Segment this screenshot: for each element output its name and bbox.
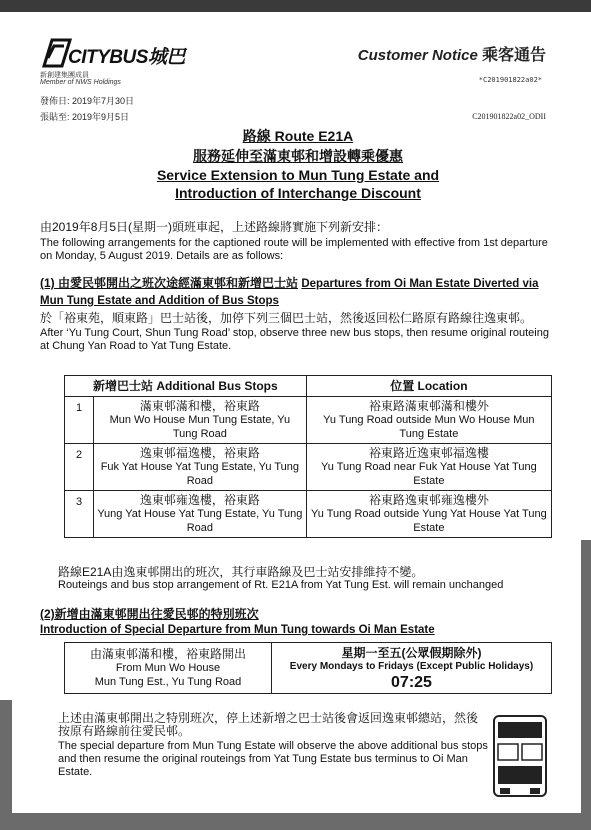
location-cell [306, 491, 551, 538]
intro-zh: 由2019年8月5日(星期一)頭班車起，上述路線將實施下列新安排： [40, 220, 389, 234]
section2-heading-zh: (2)新增由滿東邨開出往愛民邨的特別班次 [40, 607, 259, 621]
scan-border-left [0, 700, 12, 830]
section2-body [58, 712, 488, 779]
departure-origin-cell [65, 643, 272, 694]
days-en: Every Mondays to Fridays (Except Public Holidays) [289, 661, 534, 672]
origin-en-line1: From Mun Wo House [115, 662, 221, 674]
citybus-logo-icon [38, 36, 188, 72]
title-en-line2: Introduction of Interchange Discount [175, 185, 421, 201]
departure-time-cell [272, 643, 552, 694]
location-cell [306, 444, 551, 491]
scan-border-right [581, 540, 591, 830]
location-en: Yu Tung Road near Fuk Yat House Yat Tung Estate [321, 461, 537, 487]
stop-en: Yung Yat House Yat Tung Estate, Yu Tung Road [97, 508, 303, 534]
section1-heading-en: Departures from Oi Man Estate Diverted via Mun Tung Estate and Addition of Bus Stops [40, 278, 539, 307]
route-title: 路線 Route E21A [242, 128, 354, 144]
section2-heading [40, 606, 564, 638]
row-number: 2 [65, 444, 94, 491]
notice-heading [358, 42, 546, 65]
stop-cell [94, 397, 307, 444]
days-zh: 星期一至五(公眾假期除外) [341, 646, 482, 660]
row-number: 1 [65, 397, 94, 444]
table-row [65, 643, 552, 694]
departure-time: 07:25 [391, 674, 432, 691]
section1-body [40, 312, 560, 353]
section1-footer-en: Routeings and bus stop arrangement of Rt. E21A from Yat Tung Est. will remain unchanged [58, 579, 504, 591]
section1-body-en: After ‘Yu Tung Court, Shun Tung Road’ stop, observe three new bus stops, then resume original routeing at Chung Yan Road to Yat Tung Estate. [40, 327, 549, 352]
notice-zh: 乘客通告 [481, 47, 546, 64]
intro-text [40, 221, 560, 263]
stop-cell [94, 491, 307, 538]
section1-footer-zh: 路線E21A由逸東邨開出的班次，其行車路線及巴士站安排維持不變。 [58, 565, 424, 579]
scan-border-bottom [0, 813, 591, 830]
table-row [65, 491, 552, 538]
section1-heading [40, 275, 564, 309]
section2-heading-en: Introduction of Special Departure from Mun Tung towards Oi Man Estate [40, 624, 435, 636]
brand-name: CITYBUS城巴 [68, 47, 185, 68]
bus-stops-table [64, 375, 552, 538]
row-number: 3 [65, 491, 94, 538]
reference-code: C201901822a02_ODII [472, 112, 546, 121]
brand-sub-zh: 新創建集團成員 [40, 72, 89, 79]
stop-en: Mun Wo House Mun Tung Estate, Yu Tung Road [109, 414, 291, 440]
removal-date: 張貼至: 2019年9月5日 [40, 112, 130, 122]
stop-zh: 滿東邨滿和樓，裕東路 [139, 399, 260, 413]
location-en: Yu Tung Road outside Mun Wo House Mun Tung Estate [323, 414, 535, 440]
brand-sub-en: Member of NWS Holdings [40, 79, 121, 86]
table-header-row [65, 376, 552, 397]
header-location: 位置 Location [306, 376, 551, 397]
location-zh: 裕東路逸東邨雍逸樓外 [368, 493, 489, 507]
section2-body-en: The special departure from Mun Tung Estate will observe the above additional bus stops and then resume the original routeings from Yat Tung Estate bus terminus to Oi Man Estate. [58, 740, 488, 778]
section1-footer [58, 566, 558, 592]
barcode-text: *C201901822a02* [478, 76, 542, 84]
notice-page [28, 20, 568, 812]
section2-body-zh: 上述由滿東邨開出之特別班次，停上述新增之巴士站後會返回逸東邨總站，然後按原有路線前往愛民邨。 [58, 711, 479, 738]
table-row [65, 397, 552, 444]
origin-en-line2: Mun Tung Est., Yu Tung Road [94, 676, 242, 688]
intro-en: The following arrangements for the captioned route will be implemented with effective from 1st departure on Monday, 5 August 2019. Details are as follows: [40, 237, 548, 262]
section1-heading-zh: (1) 由愛民邨開出之班次途經滿東邨和新增巴士站 [40, 276, 299, 290]
table-row [65, 444, 552, 491]
scan-border-top [0, 0, 591, 12]
issue-date: 發佈日: 2019年7月30日 [40, 96, 135, 106]
location-zh: 裕東路近逸東邨福逸樓 [368, 446, 489, 460]
header-stops: 新增巴士站 Additional Bus Stops [65, 376, 307, 397]
special-departure-table [64, 642, 552, 694]
location-cell [306, 397, 551, 444]
title-zh: 服務延伸至滿東邨和增設轉乘優惠 [193, 148, 403, 164]
notice-en: Customer Notice [357, 47, 478, 64]
stop-cell [94, 444, 307, 491]
location-en: Yu Tung Road outside Yung Yat House Yat Tung Estate [311, 508, 547, 534]
location-zh: 裕東路滿東邨滿和樓外 [368, 399, 489, 413]
bus-icon [490, 712, 550, 802]
origin-zh: 由滿東邨滿和樓，裕東路開出 [89, 647, 246, 661]
section1-body-zh: 於「裕東苑，順東路」巴士站後，加停下列三個巴士站，然後返回松仁路原有路線往逸東邨。 [40, 311, 533, 325]
stop-en: Fuk Yat House Yat Tung Estate, Yu Tung Road [100, 461, 300, 487]
title-en-line1: Service Extension to Mun Tung Estate and [156, 167, 440, 183]
stop-zh: 逸東邨雍逸樓，裕東路 [139, 493, 260, 507]
stop-zh: 逸東邨福逸樓，裕東路 [139, 446, 260, 460]
